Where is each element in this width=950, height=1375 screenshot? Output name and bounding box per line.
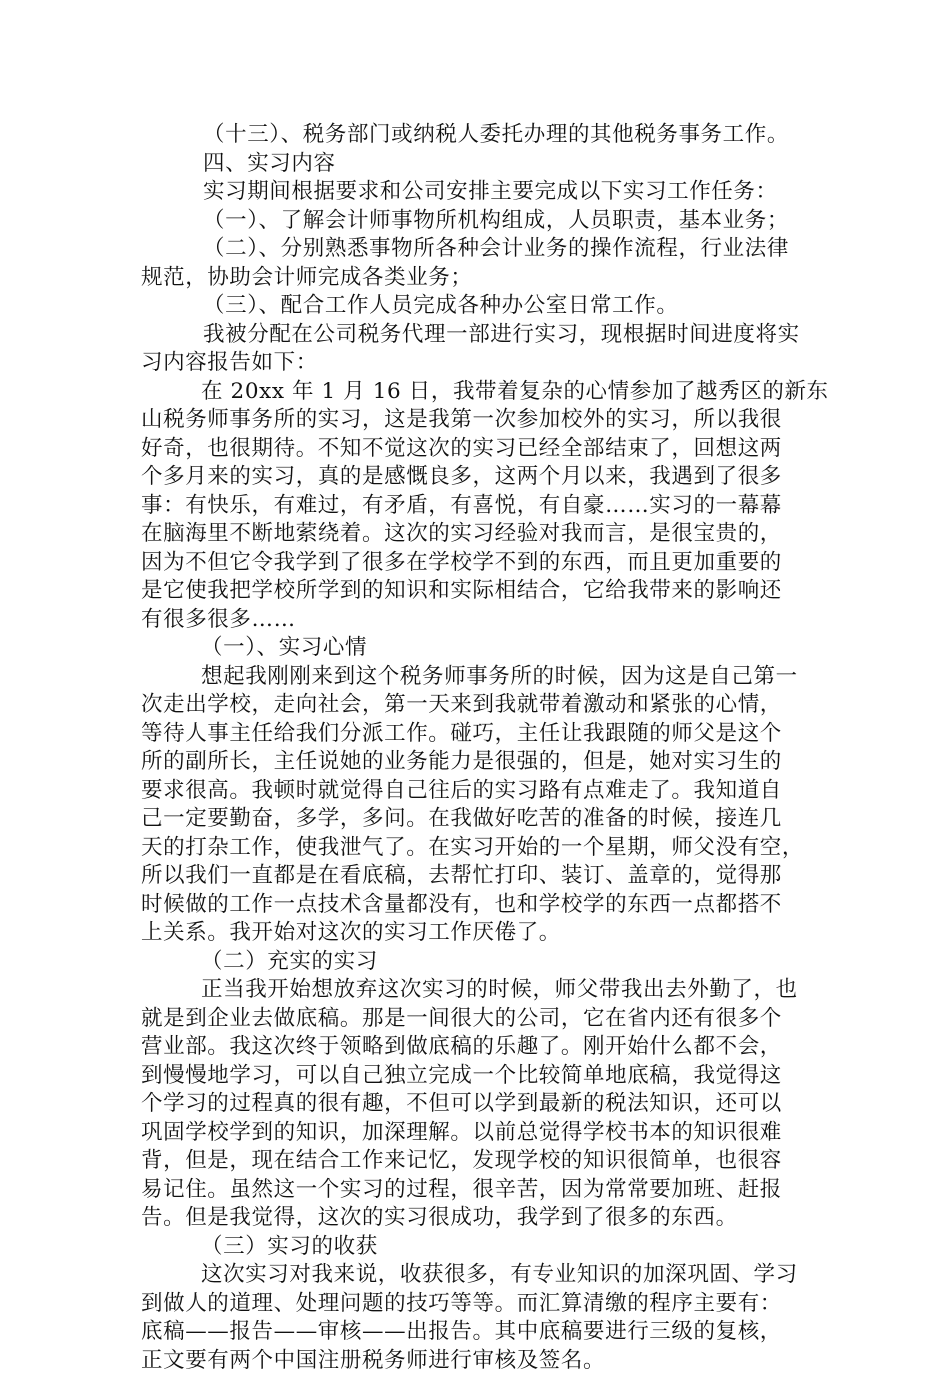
- text-line: 次走出学校，走向社会，第一天来到我就带着激动和紧张的心情，: [141, 691, 817, 720]
- text-line: 在脑海里不断地萦绕着。这次的实习经验对我而言，是很宝贵的，: [141, 520, 817, 549]
- text-line: 等待人事主任给我们分派工作。碰巧，主任让我跟随的师父是这个: [141, 720, 817, 749]
- text-line: 有很多很多……: [141, 606, 817, 635]
- text-line: 巩固学校学到的知识，加深理解。以前总觉得学校书本的知识很难: [141, 1119, 817, 1148]
- text-line: （二）、分别熟悉事物所各种会计业务的操作流程，行业法律: [141, 235, 817, 264]
- text-line: 底稿——报告——审核——出报告。其中底稿要进行三级的复核，: [141, 1318, 817, 1347]
- text-line: 就是到企业去做底稿。那是一间很大的公司，它在省内还有很多个: [141, 1005, 817, 1034]
- text-line: 山税务师事务所的实习，这是我第一次参加校外的实习，所以我很: [141, 406, 817, 435]
- text-line: 背，但是，现在结合工作来记忆，发现学校的知识很简单，也很容: [141, 1147, 817, 1176]
- text-line: 规范，协助会计师完成各类业务；: [141, 264, 817, 293]
- text-line: 四、实习内容: [141, 150, 817, 179]
- text-line: 正文要有两个中国注册税务师进行审核及签名。: [141, 1347, 817, 1375]
- text-line: 所的副所长，主任说她的业务能力是很强的，但是，她对实习生的: [141, 748, 817, 777]
- text-line: 时候做的工作一点技术含量都没有，也和学校学的东西一点都搭不: [141, 891, 817, 920]
- text-line: 在 20xx 年 1 月 16 日，我带着复杂的心情参加了越秀区的新东: [141, 378, 817, 407]
- text-line: 因为不但它令我学到了很多在学校学不到的东西，而且更加重要的: [141, 549, 817, 578]
- text-line: （十三）、税务部门或纳税人委托办理的其他税务事务工作。: [141, 121, 817, 150]
- text-line: 我被分配在公司税务代理一部进行实习，现根据时间进度将实: [141, 321, 817, 350]
- text-line: 营业部。我这次终于领略到做底稿的乐趣了。刚开始什么都不会，: [141, 1033, 817, 1062]
- text-line: 正当我开始想放弃这次实习的时候，师父带我出去外勤了，也: [141, 976, 817, 1005]
- text-line: 要求很高。我顿时就觉得自己往后的实习路有点难走了。我知道自: [141, 777, 817, 806]
- text-line: 所以我们一直都是在看底稿，去帮忙打印、装订、盖章的，觉得那: [141, 862, 817, 891]
- text-line: 个学习的过程真的很有趣，不但可以学到最新的税法知识，还可以: [141, 1090, 817, 1119]
- text-line: 想起我刚刚来到这个税务师事务所的时候，因为这是自己第一: [141, 663, 817, 692]
- text-line: （三）实习的收获: [141, 1233, 817, 1262]
- text-line: 天的打杂工作，使我泄气了。在实习开始的一个星期，师父没有空，: [141, 834, 817, 863]
- text-line: （三）、配合工作人员完成各种办公室日常工作。: [141, 292, 817, 321]
- text-line: 己一定要勤奋，多学，多问。在我做好吃苦的准备的时候，接连几: [141, 805, 817, 834]
- text-line: 这次实习对我来说，收获很多，有专业知识的加深巩固、学习: [141, 1261, 817, 1290]
- text-line: 到慢慢地学习，可以自己独立完成一个比较简单地底稿，我觉得这: [141, 1062, 817, 1091]
- text-line: （一）、实习心情: [141, 634, 817, 663]
- text-line: 习内容报告如下：: [141, 349, 817, 378]
- text-line: 到做人的道理、处理问题的技巧等等。而汇算清缴的程序主要有：: [141, 1290, 817, 1319]
- text-line: 易记住。虽然这一个实习的过程，很辛苦，因为常常要加班、赶报: [141, 1176, 817, 1205]
- text-line: 是它使我把学校所学到的知识和实际相结合，它给我带来的影响还: [141, 577, 817, 606]
- text-line: （一）、了解会计师事物所机构组成，人员职责，基本业务；: [141, 207, 817, 236]
- text-line: 告。但是我觉得，这次的实习很成功，我学到了很多的东西。: [141, 1204, 817, 1233]
- text-line: 实习期间根据要求和公司安排主要完成以下实习工作任务：: [141, 178, 817, 207]
- text-line: （二）充实的实习: [141, 948, 817, 977]
- text-line: 个多月来的实习，真的是感慨良多，这两个月以来，我遇到了很多: [141, 463, 817, 492]
- text-line: 事：有快乐，有难过，有矛盾，有喜悦，有自豪……实习的一幕幕: [141, 492, 817, 521]
- text-line: 上关系。我开始对这次的实习工作厌倦了。: [141, 919, 817, 948]
- document-body: [141, 121, 817, 1375]
- text-line: 好奇，也很期待。不知不觉这次的实习已经全部结束了，回想这两: [141, 435, 817, 464]
